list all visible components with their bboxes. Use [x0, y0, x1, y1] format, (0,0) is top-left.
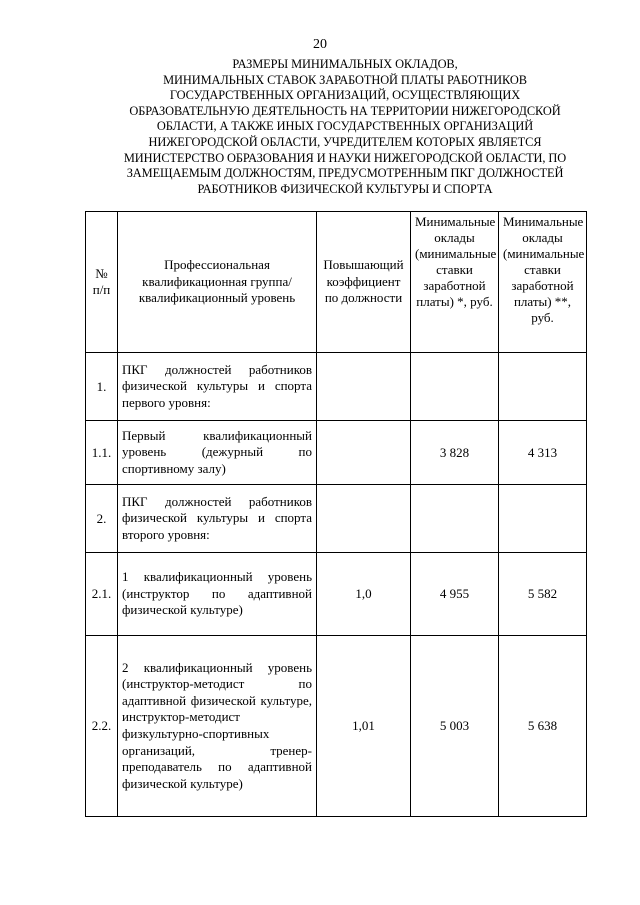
- row-min-salary-1: [411, 485, 499, 553]
- row-min-salary-2: [499, 353, 587, 421]
- salary-table: [85, 211, 587, 817]
- header-min-salary-2: Минимальные оклады (минимальные ставки заработной платы) **, руб.: [499, 212, 587, 353]
- row-number: 2.: [86, 485, 118, 553]
- document-title: [105, 57, 585, 197]
- row-min-salary-1: [411, 353, 499, 421]
- row-min-salary-1: 5 003: [411, 636, 499, 817]
- table-row: [86, 636, 587, 817]
- header-group: Профессиональная квалификационная группа/квалификационный уровень: [118, 212, 317, 353]
- row-number: 1.: [86, 353, 118, 421]
- row-coefficient: 1,01: [317, 636, 411, 817]
- row-number: 2.2.: [86, 636, 118, 817]
- title-line: НИЖЕГОРОДСКОЙ ОБЛАСТИ, УЧРЕДИТЕЛЕМ КОТОРЫХ ЯВЛЯЕТСЯ: [148, 134, 542, 149]
- title-line: ЗАМЕЩАЕМЫМ ДОЛЖНОСТЯМ, ПРЕДУСМОТРЕННЫМ ПКГ ДОЛЖНОСТЕЙ: [126, 166, 564, 181]
- row-name: 2 квалификационный уровень (инструктор-методист по адаптивной физической культуре, инструктор-методист физкультурно-спортивных организаций, тренер-преподаватель по адаптивной физической культуре): [118, 636, 317, 817]
- row-min-salary-2: 4 313: [499, 421, 587, 485]
- row-name: Первый квалификационный уровень (дежурный по спортивному залу): [118, 421, 317, 485]
- header-number: № п/п: [86, 212, 118, 353]
- title-line: РАБОТНИКОВ ФИЗИЧЕСКОЙ КУЛЬТУРЫ И СПОРТА: [197, 181, 493, 196]
- row-name: ПКГ должностей работников физической культуры и спорта второго уровня:: [118, 485, 317, 553]
- row-name: ПКГ должностей работников физической культуры и спорта первого уровня:: [118, 353, 317, 421]
- row-coefficient: [317, 353, 411, 421]
- table-row: [86, 353, 587, 421]
- row-min-salary-1: 3 828: [411, 421, 499, 485]
- row-coefficient: 1,0: [317, 553, 411, 636]
- row-min-salary-1: 4 955: [411, 553, 499, 636]
- title-line: РАЗМЕРЫ МИНИМАЛЬНЫХ ОКЛАДОВ,: [232, 57, 458, 71]
- row-min-salary-2: [499, 485, 587, 553]
- row-coefficient: [317, 485, 411, 553]
- row-number: 1.1.: [86, 421, 118, 485]
- title-line: ОБРАЗОВАТЕЛЬНУЮ ДЕЯТЕЛЬНОСТЬ НА ТЕРРИТОРИИ НИЖЕГОРОДСКОЙ: [129, 103, 561, 118]
- row-min-salary-2: 5 638: [499, 636, 587, 817]
- page-number: 20: [313, 37, 327, 52]
- row-name: 1 квалификационный уровень (инструктор по адаптивной физической культуре): [118, 553, 317, 636]
- row-coefficient: [317, 421, 411, 485]
- header-coefficient: Повышающий коэффициент по должности: [317, 212, 411, 353]
- title-line: МИНИМАЛЬНЫХ СТАВОК ЗАРАБОТНОЙ ПЛАТЫ РАБОТНИКОВ: [163, 72, 527, 87]
- row-min-salary-2: 5 582: [499, 553, 587, 636]
- title-line: ОБЛАСТИ, А ТАКЖЕ ИНЫХ ГОСУДАРСТВЕННЫХ ОРГАНИЗАЦИЙ: [156, 119, 534, 134]
- table-row: [86, 485, 587, 553]
- header-min-salary-1: Минимальные оклады (минимальные ставки заработной платы) *, руб.: [411, 212, 499, 353]
- table-row: [86, 553, 587, 636]
- title-line: ГОСУДАРСТВЕННЫХ ОРГАНИЗАЦИЙ, ОСУЩЕСТВЛЯЮЩИХ: [169, 88, 521, 103]
- table-header-row: [86, 212, 587, 353]
- title-line: МИНИСТЕРСТВО ОБРАЗОВАНИЯ И НАУКИ НИЖЕГОРОДСКОЙ ОБЛАСТИ, ПО: [123, 150, 567, 165]
- row-number: 2.1.: [86, 553, 118, 636]
- table-row: [86, 421, 587, 485]
